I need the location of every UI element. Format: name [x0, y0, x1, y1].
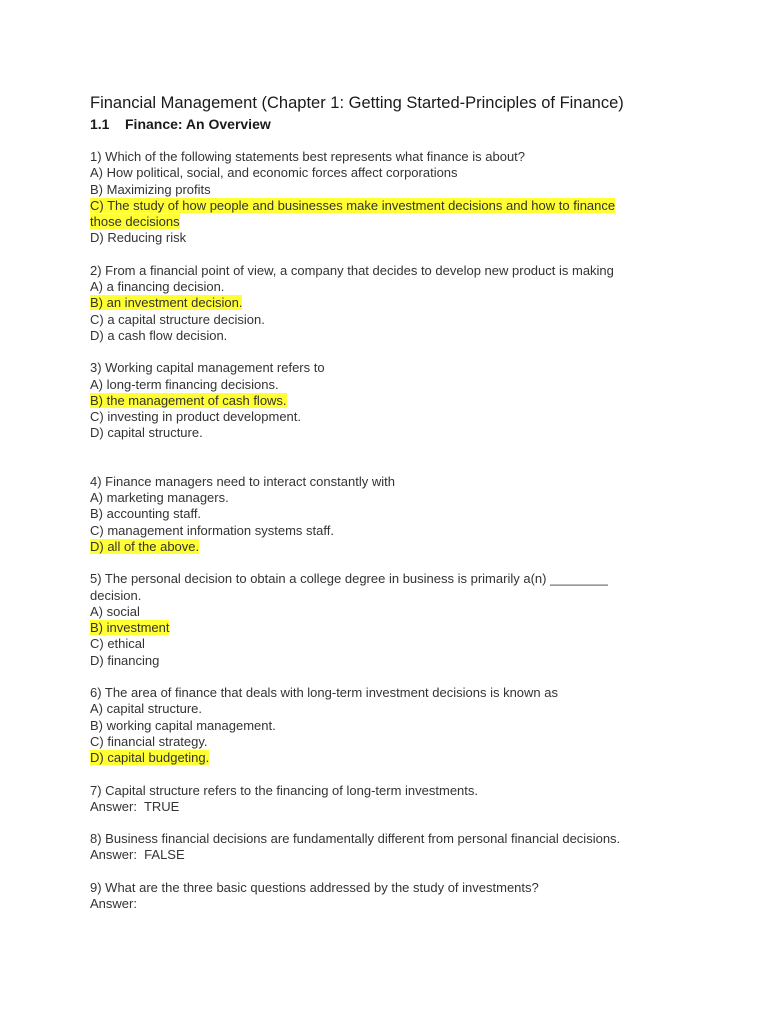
question-9-answer: Answer:: [90, 895, 137, 911]
question-7: [90, 783, 728, 816]
question-2-text: 2) From a financial point of view, a company that decides to develop new product is making: [90, 262, 614, 278]
correct-answer-highlight: D) capital budgeting.: [90, 750, 210, 766]
question-6: [90, 685, 728, 766]
question-3-option-d: D) capital structure.: [90, 425, 203, 441]
correct-answer-highlight: B) the management of cash flows.: [90, 392, 287, 408]
question-5-option-b: [90, 620, 728, 636]
question-4-option-a: A) marketing managers.: [90, 490, 229, 506]
correct-answer-highlight: B) an investment decision.: [90, 295, 243, 311]
question-1-option-d: D) Reducing risk: [90, 230, 187, 246]
question-6-text: 6) The area of finance that deals with long-term investment decisions is known as: [90, 685, 558, 701]
question-4-option-d: [90, 539, 728, 555]
question-6-option-c: C) financial strategy.: [90, 733, 208, 749]
question-9: [90, 880, 728, 913]
question-4-text: 4) Finance managers need to interact constantly with: [90, 473, 395, 489]
correct-answer-highlight: C) The study of how people and businesses make investment decisions and how to finance: [90, 197, 616, 213]
question-1-option-c-line-1: [90, 198, 728, 214]
section-number: 1.1: [90, 116, 110, 132]
question-5-option-d: D) financing: [90, 652, 160, 668]
correct-answer-highlight: those decisions: [90, 214, 180, 230]
question-8: [90, 831, 728, 864]
question-2-option-c: C) a capital structure decision.: [90, 311, 265, 327]
question-2-option-d: D) a cash flow decision.: [90, 327, 228, 343]
question-3-option-b: [90, 393, 728, 409]
question-4-option-c: C) management information systems staff.: [90, 522, 334, 538]
question-1-option-c-line-2: [90, 214, 728, 230]
question-5-option-a: A) social: [90, 603, 140, 619]
question-5-text-line-1: 5) The personal decision to obtain a college degree in business is primarily a(n) ________: [90, 571, 608, 587]
question-6-option-d: [90, 750, 728, 766]
correct-answer-highlight: D) all of the above.: [90, 538, 200, 554]
section-title: Finance: An Overview: [125, 116, 271, 132]
question-1: [90, 149, 728, 247]
question-3-option-a: A) long-term financing decisions.: [90, 376, 279, 392]
question-4-option-b: B) accounting staff.: [90, 506, 202, 522]
question-6-option-a: A) capital structure.: [90, 701, 202, 717]
question-7-answer: Answer: TRUE: [90, 798, 180, 814]
section-heading: [90, 115, 728, 133]
question-8-text: 8) Business financial decisions are fundamentally different from personal financial decisions.: [90, 831, 621, 847]
question-1-option-a: A) How political, social, and economic forces affect corporations: [90, 165, 458, 181]
question-6-option-b: B) working capital management.: [90, 717, 276, 733]
question-5-option-c: C) ethical: [90, 636, 145, 652]
question-2-option-b: [90, 295, 728, 311]
question-9-text: 9) What are the three basic questions addressed by the study of investments?: [90, 879, 539, 895]
question-1-text: 1) Which of the following statements best represents what finance is about?: [90, 149, 526, 164]
question-2-option-a: A) a financing decision.: [90, 279, 225, 295]
correct-answer-highlight: B) investment: [90, 620, 170, 636]
question-3-text: 3) Working capital management refers to: [90, 360, 325, 376]
question-list: [90, 149, 728, 912]
question-5: [90, 571, 728, 669]
question-3-option-c: C) investing in product development.: [90, 409, 302, 425]
question-1-option-b: B) Maximizing profits: [90, 181, 211, 197]
question-3: [90, 360, 728, 441]
question-2: [90, 263, 728, 344]
question-4: [90, 474, 728, 555]
question-8-answer: Answer: FALSE: [90, 847, 185, 863]
question-7-text: 7) Capital structure refers to the financing of long-term investments.: [90, 782, 479, 798]
document-title: Financial Management (Chapter 1: Getting Started-Principles of Finance): [90, 94, 624, 112]
question-5-text-line-2: decision.: [90, 587, 142, 603]
